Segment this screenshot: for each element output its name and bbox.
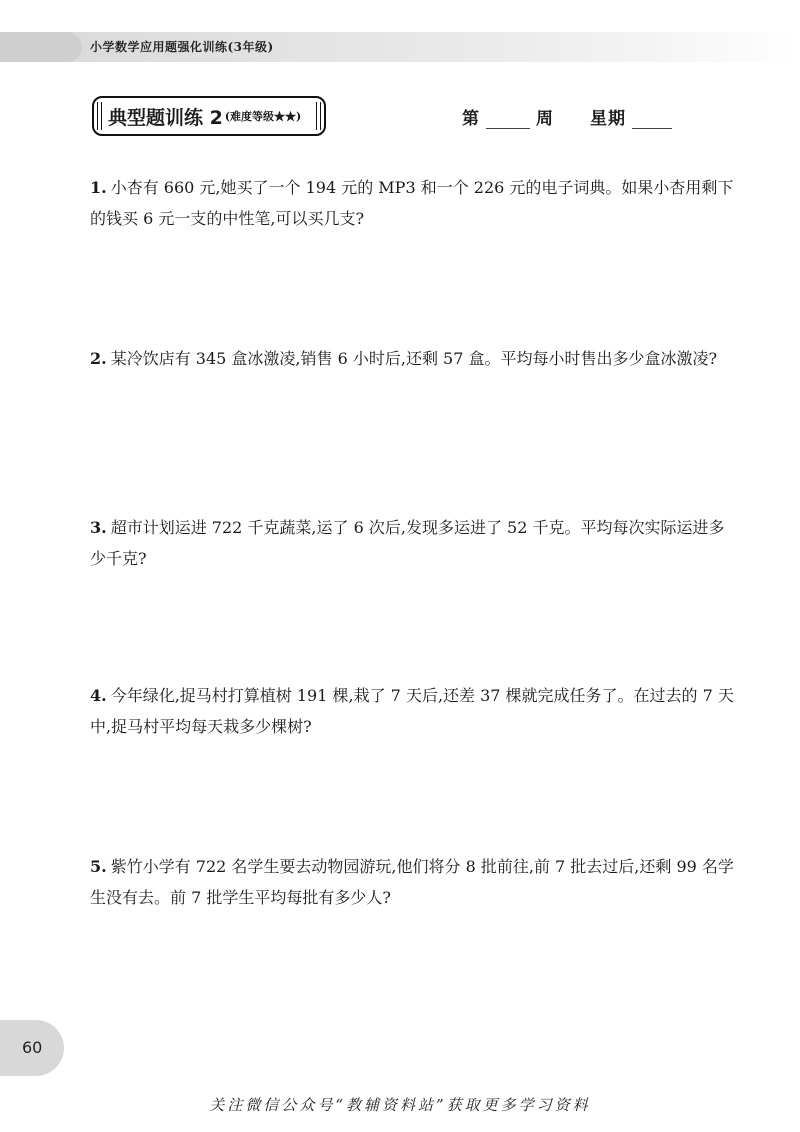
footer-note: 关注微信公众号“教辅资料站”获取更多学习资料 (209, 1096, 591, 1114)
page-number: 60 (22, 1038, 43, 1057)
problem-number: 3. (90, 518, 107, 537)
problem-number: 4. (90, 686, 107, 705)
problem-2 (90, 343, 740, 374)
date-fields (462, 104, 678, 129)
difficulty-label: (难度等级★★) (224, 110, 302, 123)
week-blank[interactable] (486, 110, 530, 129)
problem-number: 1. (90, 178, 107, 197)
section-badge (92, 96, 326, 136)
problem-1 (90, 172, 740, 234)
section-title: 典型题训练 2 (108, 106, 223, 129)
problem-text: 超市计划运进 722 千克蔬菜,运了 6 次后,发现多运进了 52 千克。平均每次实际运进多少千克? (90, 518, 725, 568)
problem-text: 紫竹小学有 722 名学生要去动物园游玩,他们将分 8 批前往,前 7 批去过后,还剩 99 名学生没有去。前 7 批学生平均每批有多少人? (90, 857, 734, 907)
problem-number: 2. (90, 349, 107, 368)
problem-text: 小杏有 660 元,她买了一个 194 元的 MP3 和一个 226 元的电子词典。如果小杏用剩下的钱买 6 元一支的中性笔,可以买几支? (90, 178, 734, 228)
problem-3 (90, 512, 740, 574)
problem-number: 5. (90, 857, 107, 876)
problem-text: 今年绿化,捉马村打算植树 191 棵,栽了 7 天后,还差 37 棵就完成任务了。在过去的 7 天中,捉马村平均每天栽多少棵树? (90, 686, 734, 736)
weekday-label: 星期 (590, 109, 626, 129)
problem-4 (90, 680, 740, 742)
book-title: 小学数学应用题强化训练(3年级) (90, 40, 274, 54)
problem-text: 某冷饮店有 345 盒冰激凌,销售 6 小时后,还剩 57 盒。平均每小时售出多少盒冰激凌? (110, 349, 718, 368)
header-band-cap (0, 32, 82, 62)
weekday-blank[interactable] (632, 110, 672, 129)
week-prefix: 第 (462, 109, 480, 129)
week-suffix: 周 (536, 109, 554, 129)
problem-5 (90, 851, 740, 913)
